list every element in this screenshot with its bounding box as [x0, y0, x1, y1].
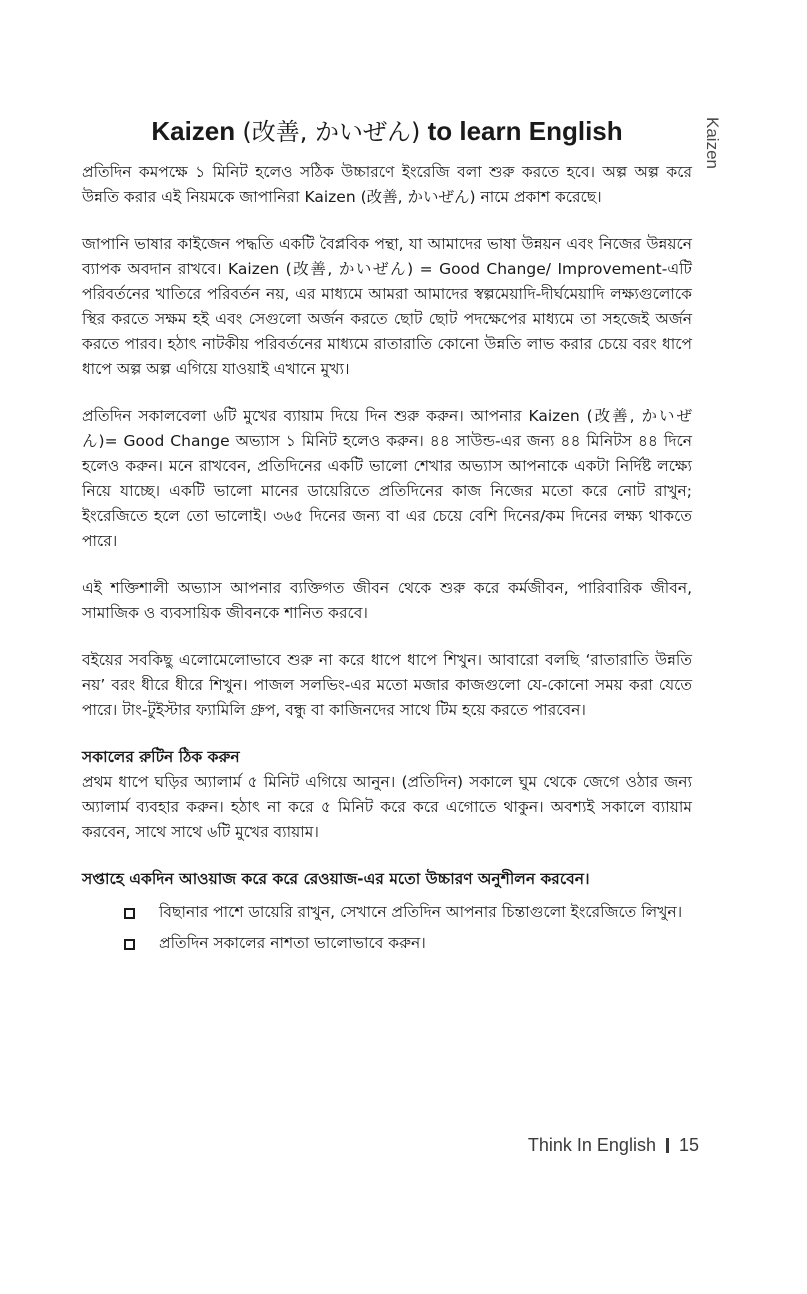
routine-heading: সকালের রুটিন ঠিক করুন	[82, 748, 240, 766]
page-body	[82, 160, 692, 962]
paragraph-morning-practice: প্রতিদিন সকালবেলা ৬টি মুখের ব্যায়াম দিয়ে দিন শুরু করুন। আপনার Kaizen (改善, かいぜん)= Good Change অভ্যাস ১ মিনিট হলেও করুন। ৪৪ সাউন্ড-এর জন্য ৪৪ মিনিটস ৪৪ দিনে হলেও করুন। মনে রাখবেন, প্রতিদিনের একটি ভালো শেখার অভ্যাস আপনাকে একটা নির্দিষ্ট লক্ষ্যে নিয়ে যাচ্ছে। একটি ভালো মানের ডায়েরিতে প্রতিদিনের কাজ নিজের মতো করে নোট রাখুন; ইংরেজিতে হলে তো ভালোই। ৩৬৫ দিনের জন্য বা এর চেয়ে বেশি দিনের/কম দিনের লক্ষ্য থাকতে পারে।	[82, 407, 692, 550]
page-number: 15	[678, 1135, 699, 1155]
footer-book-title: Think In English	[527, 1135, 656, 1155]
routine-text: প্রথম ধাপে ঘড়ির অ্যালার্ম ৫ মিনিট এগিয়ে আনুন। (প্রতিদিন) সকালে ঘুম থেকে জেগে ওঠার জন্য অ্যালার্ম ব্যবহার করুন। হঠাৎ না করে ৫ মিনিট করে করে এগোতে থাকুন। অবশ্যই সকালে ব্যায়াম করবেন, সাথে সাথে ৬টি মুখের ব্যায়াম।	[82, 773, 692, 841]
page-title	[82, 112, 692, 147]
page-title-japanese: (改善, かいぜん)	[242, 118, 421, 146]
chapter-side-tab	[694, 108, 730, 178]
page-title-main: Kaizen	[151, 116, 236, 146]
list-item-text: প্রতিদিন সকালের নাশতা ভালোভাবে করুন।	[159, 934, 426, 952]
footer-separator	[666, 1138, 669, 1153]
square-bullet-icon	[124, 939, 135, 950]
square-bullet-icon	[124, 908, 135, 919]
paragraph-kaizen-method: জাপানি ভাষার কাইজেন পদ্ধতি একটি বৈপ্লবিক পন্থা, যা আমাদের ভাষা উন্নয়ন এবং নিজের উন্নয়নে ব্যাপক অবদান রাখবে। Kaizen (改善, かいぜん) = Good Change/ Improvement-এটি পরিবর্তনের খাতিরে পরিবর্তন নয়, এর মাধ্যমে আমরা আমাদের স্বল্পমেয়াদি-দীর্ঘমেয়াদি লক্ষ্যগুলোকে স্থির করতে সক্ষম হই এবং সেগুলো অর্জন করতে ছোট ছোট পদক্ষেপের মাধ্যমে তা সহজেই অর্জন করতে পারব। হঠাৎ নাটকীয় পরিবর্তনের মাধ্যমে রাতারাতি কোনো উন্নতি লাভ করার চেয়ে বরং ধাপে ধাপে অল্প অল্প এগিয়ে যাওয়াই এখানে মুখ্য।	[82, 235, 692, 378]
list-item	[82, 931, 692, 956]
paragraph-habit-power: এই শক্তিশালী অভ্যাস আপনার ব্যক্তিগত জীবন থেকে শুরু করে কর্মজীবন, পারিবারিক জীবন, সামাজিক ও ব্যবসায়িক জীবনকে শানিত করবে।	[82, 579, 692, 622]
page-footer	[528, 1135, 699, 1156]
paragraph-step-by-step: বইয়ের সবকিছু এলোমেলোভাবে শুরু না করে ধাপে ধাপে শিখুন। আবারো বলছি ‘রাতারাতি উন্নতি নয়’ বরং ধীরে ধীরে শিখুন। পাজল সলভিং-এর মতো মজার কাজগুলো যে-কোনো সময় করা যেতে পারে। টাং-টুইস্টার ফ্যামিলি গ্রুপ, বন্ধু বা কাজিনদের সাথে টিম হয়ে করতে পারবেন।	[82, 651, 692, 719]
chapter-side-tab-label: Kaizen	[703, 117, 723, 169]
page-title-suffix: to learn English	[427, 116, 623, 146]
tips-list	[82, 900, 692, 956]
paragraph-intro: প্রতিদিন কমপক্ষে ১ মিনিট হলেও সঠিক উচ্চারণে ইংরেজি বলা শুরু করতে হবে। অল্প অল্প করে উন্নতি করার এই নিয়মকে জাপানিরা Kaizen (改善, かいぜん) নামে প্রকাশ করেছে।	[82, 163, 692, 206]
list-item	[82, 900, 692, 925]
list-item-text: বিছানার পাশে ডায়েরি রাখুন, সেখানে প্রতিদিন আপনার চিন্তাগুলো ইংরেজিতে লিখুন।	[159, 903, 683, 921]
weekly-practice-note: সপ্তাহে একদিন আওয়াজ করে করে রেওয়াজ-এর মতো উচ্চারণ অনুশীলন করবেন।	[82, 870, 590, 888]
